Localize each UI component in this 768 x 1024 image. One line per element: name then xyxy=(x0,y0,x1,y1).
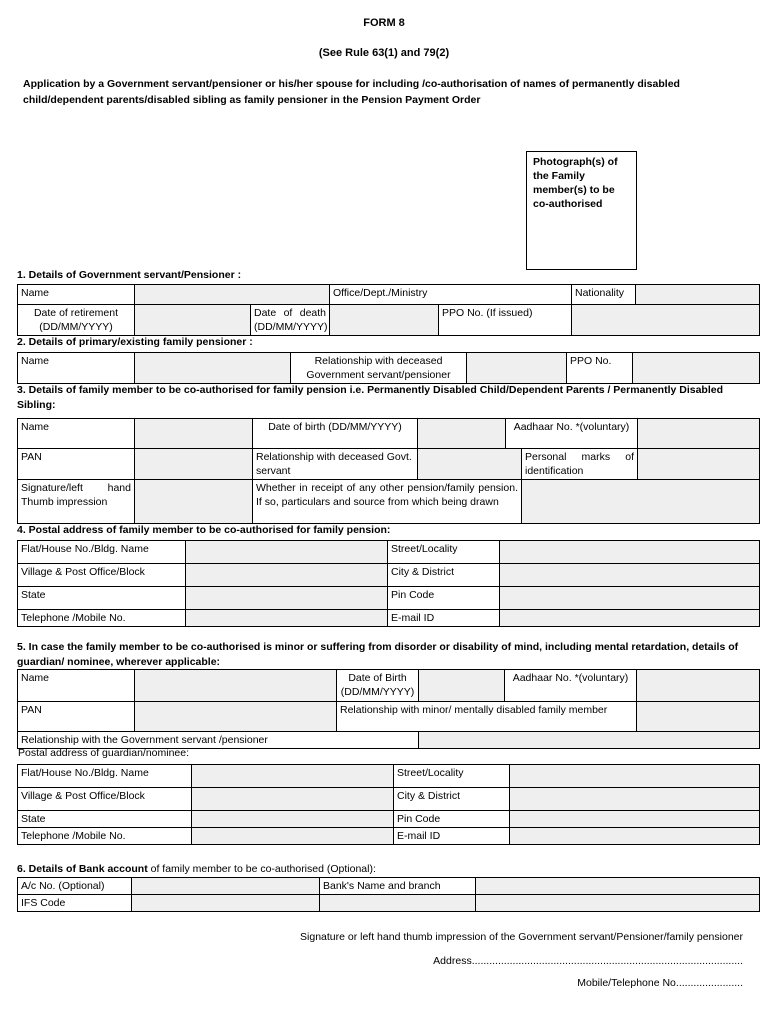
field-g-pin[interactable] xyxy=(510,811,760,828)
field-guardian-aadhaar[interactable] xyxy=(637,670,760,702)
field-g-state[interactable] xyxy=(192,811,394,828)
label-ppo: PPO No. xyxy=(567,353,633,384)
field-ppo-issued[interactable] xyxy=(572,305,760,336)
section-1-heading: 1. Details of Government servant/Pensioner : xyxy=(17,269,242,281)
field-g-flat[interactable] xyxy=(192,765,394,788)
label-pin: Pin Code xyxy=(394,811,510,828)
section-1-table xyxy=(17,284,760,336)
field-guardian-pan[interactable] xyxy=(135,702,337,732)
label-relation: Relationship with deceased Govt. servant xyxy=(253,449,418,480)
field-nationality[interactable] xyxy=(636,285,760,305)
field-phone[interactable] xyxy=(186,610,388,627)
field-fm-other-pension[interactable] xyxy=(522,480,760,524)
label-signature: Signature/left hand Thumb impression xyxy=(18,480,135,524)
field-blank[interactable] xyxy=(476,895,760,912)
section-3-heading: 3. Details of family member to be co-authorised for family pension i.e. Permanently Disabled Child/Dependent Parents / Permanently Disabled Sibling: xyxy=(17,384,724,411)
label-state: State xyxy=(18,811,192,828)
label-dob: Date of birth (DD/MM/YYYY) xyxy=(253,419,418,449)
label-nationality: Nationality xyxy=(572,285,636,305)
guardian-postal-label: Postal address of guardian/nominee: xyxy=(18,747,190,759)
label-name: Name xyxy=(18,670,135,702)
form-rule: (See Rule 63(1) and 79(2) xyxy=(318,47,450,59)
guardian-address-table xyxy=(17,764,760,845)
label-relation-minor: Relationship with minor/ mentally disabled family member xyxy=(337,702,637,732)
field-village[interactable] xyxy=(186,564,388,587)
field-guardian-dob[interactable] xyxy=(419,670,505,702)
field-relation-gs[interactable] xyxy=(419,732,760,749)
field-city[interactable] xyxy=(500,564,760,587)
field-blank[interactable] xyxy=(320,895,476,912)
label-pan: PAN xyxy=(18,702,135,732)
label-city: City & District xyxy=(388,564,500,587)
label-email: E-mail ID xyxy=(394,828,510,845)
field-pin[interactable] xyxy=(500,587,760,610)
label-ac: A/c No. (Optional) xyxy=(18,878,132,895)
label-street: Street/Locality xyxy=(388,541,500,564)
section-4-table xyxy=(17,540,760,627)
field-fm-signature[interactable] xyxy=(135,480,253,524)
section-5-table xyxy=(17,669,760,749)
field-fm-dob[interactable] xyxy=(418,419,506,449)
field-g-city[interactable] xyxy=(510,788,760,811)
section-6-heading-bold: 6. Details of Bank account xyxy=(17,863,148,875)
field-dod[interactable] xyxy=(330,305,439,336)
field-fm-pan[interactable] xyxy=(135,449,253,480)
section-2-heading: 2. Details of primary/existing family pensioner : xyxy=(17,336,253,348)
label-relation: Relationship with deceased Government servant/pensioner xyxy=(291,353,467,384)
label-flat: Flat/House No./Bldg. Name xyxy=(18,765,192,788)
label-street: Street/Locality xyxy=(394,765,510,788)
form-title: FORM 8 xyxy=(363,17,405,29)
label-ifs: IFS Code xyxy=(18,895,132,912)
label-aadhaar: Aadhaar No. *(voluntary) xyxy=(505,670,637,702)
section-2-table xyxy=(17,352,760,384)
label-village: Village & Post Office/Block xyxy=(18,564,186,587)
section-6-heading xyxy=(17,862,376,877)
field-g-village[interactable] xyxy=(192,788,394,811)
field-fm-aadhaar[interactable] xyxy=(638,419,760,449)
field-g-street[interactable] xyxy=(510,765,760,788)
field-ifs[interactable] xyxy=(132,895,320,912)
footer-mobile[interactable]: Mobile/Telephone No....................... xyxy=(577,977,743,989)
form-intro: Application by a Government servant/pensioner or his/her spouse for including /co-authorisation of names of permanently disabled child/dependent parents/disabled sibling as family pensioner in the Pension Payment Order xyxy=(23,78,680,106)
section-5-heading: 5. In case the family member to be co-authorised is minor or suffering from disorder or disability of mind, including mental retardation, details of guardian/ nominee, wherever applicable: xyxy=(17,641,739,668)
field-state[interactable] xyxy=(186,587,388,610)
field-pfp-name[interactable] xyxy=(135,353,291,384)
footer-signature: Signature or left hand thumb impression of the Government servant/Pensioner/family pensioner xyxy=(300,931,743,943)
field-ac[interactable] xyxy=(132,878,320,895)
label-relation-gs: Relationship with the Government servant /pensioner xyxy=(18,732,419,749)
field-fm-marks[interactable] xyxy=(638,449,760,480)
label-office: Office/Dept./Ministry xyxy=(330,285,572,305)
field-street[interactable] xyxy=(500,541,760,564)
label-phone: Telephone /Mobile No. xyxy=(18,828,192,845)
label-aadhaar: Aadhaar No. *(voluntary) xyxy=(506,419,638,449)
label-email: E-mail ID xyxy=(388,610,500,627)
field-pfp-ppo[interactable] xyxy=(633,353,760,384)
footer-address[interactable]: Address............................................................................................. xyxy=(433,955,743,967)
section-6-table xyxy=(17,877,760,912)
field-pfp-relation[interactable] xyxy=(467,353,567,384)
label-name: Name xyxy=(18,353,135,384)
label-dob: Date of Birth (DD/MM/YYYY) xyxy=(337,670,419,702)
field-gs-name[interactable] xyxy=(135,285,330,305)
label-village: Village & Post Office/Block xyxy=(18,788,192,811)
field-email[interactable] xyxy=(500,610,760,627)
field-fm-relation[interactable] xyxy=(418,449,522,480)
label-dod: Date of death (DD/MM/YYYY) xyxy=(251,305,330,336)
section-6-heading-rest: of family member to be co-authorised (Optional): xyxy=(147,863,376,875)
label-pan: PAN xyxy=(18,449,135,480)
field-fm-name[interactable] xyxy=(135,419,253,449)
label-other-pension: Whether in receipt of any other pension/family pension. If so, particulars and source from which being drawn xyxy=(253,480,522,524)
label-marks: Personal marks of identification xyxy=(522,449,638,480)
field-flat[interactable] xyxy=(186,541,388,564)
label-state: State xyxy=(18,587,186,610)
section-3-table xyxy=(17,418,760,524)
label-name: Name xyxy=(18,419,135,449)
section-4-heading: 4. Postal address of family member to be co-authorised for family pension: xyxy=(17,524,391,536)
field-g-email[interactable] xyxy=(510,828,760,845)
field-g-phone[interactable] xyxy=(192,828,394,845)
label-pin: Pin Code xyxy=(388,587,500,610)
label-name: Name xyxy=(18,285,135,305)
field-relation-minor[interactable] xyxy=(637,702,760,732)
label-dor: Date of retirement (DD/MM/YYYY) xyxy=(18,305,135,336)
field-bank[interactable] xyxy=(476,878,760,895)
photo-box[interactable] xyxy=(526,151,637,270)
label-phone: Telephone /Mobile No. xyxy=(18,610,186,627)
label-flat: Flat/House No./Bldg. Name xyxy=(18,541,186,564)
label-city: City & District xyxy=(394,788,510,811)
photo-label: Photograph(s) of the Family member(s) to be co-authorised xyxy=(533,156,618,210)
label-ppo-issued: PPO No. (If issued) xyxy=(439,305,572,336)
field-guardian-name[interactable] xyxy=(135,670,337,702)
label-bank: Bank's Name and branch xyxy=(320,878,476,895)
field-dor[interactable] xyxy=(135,305,251,336)
